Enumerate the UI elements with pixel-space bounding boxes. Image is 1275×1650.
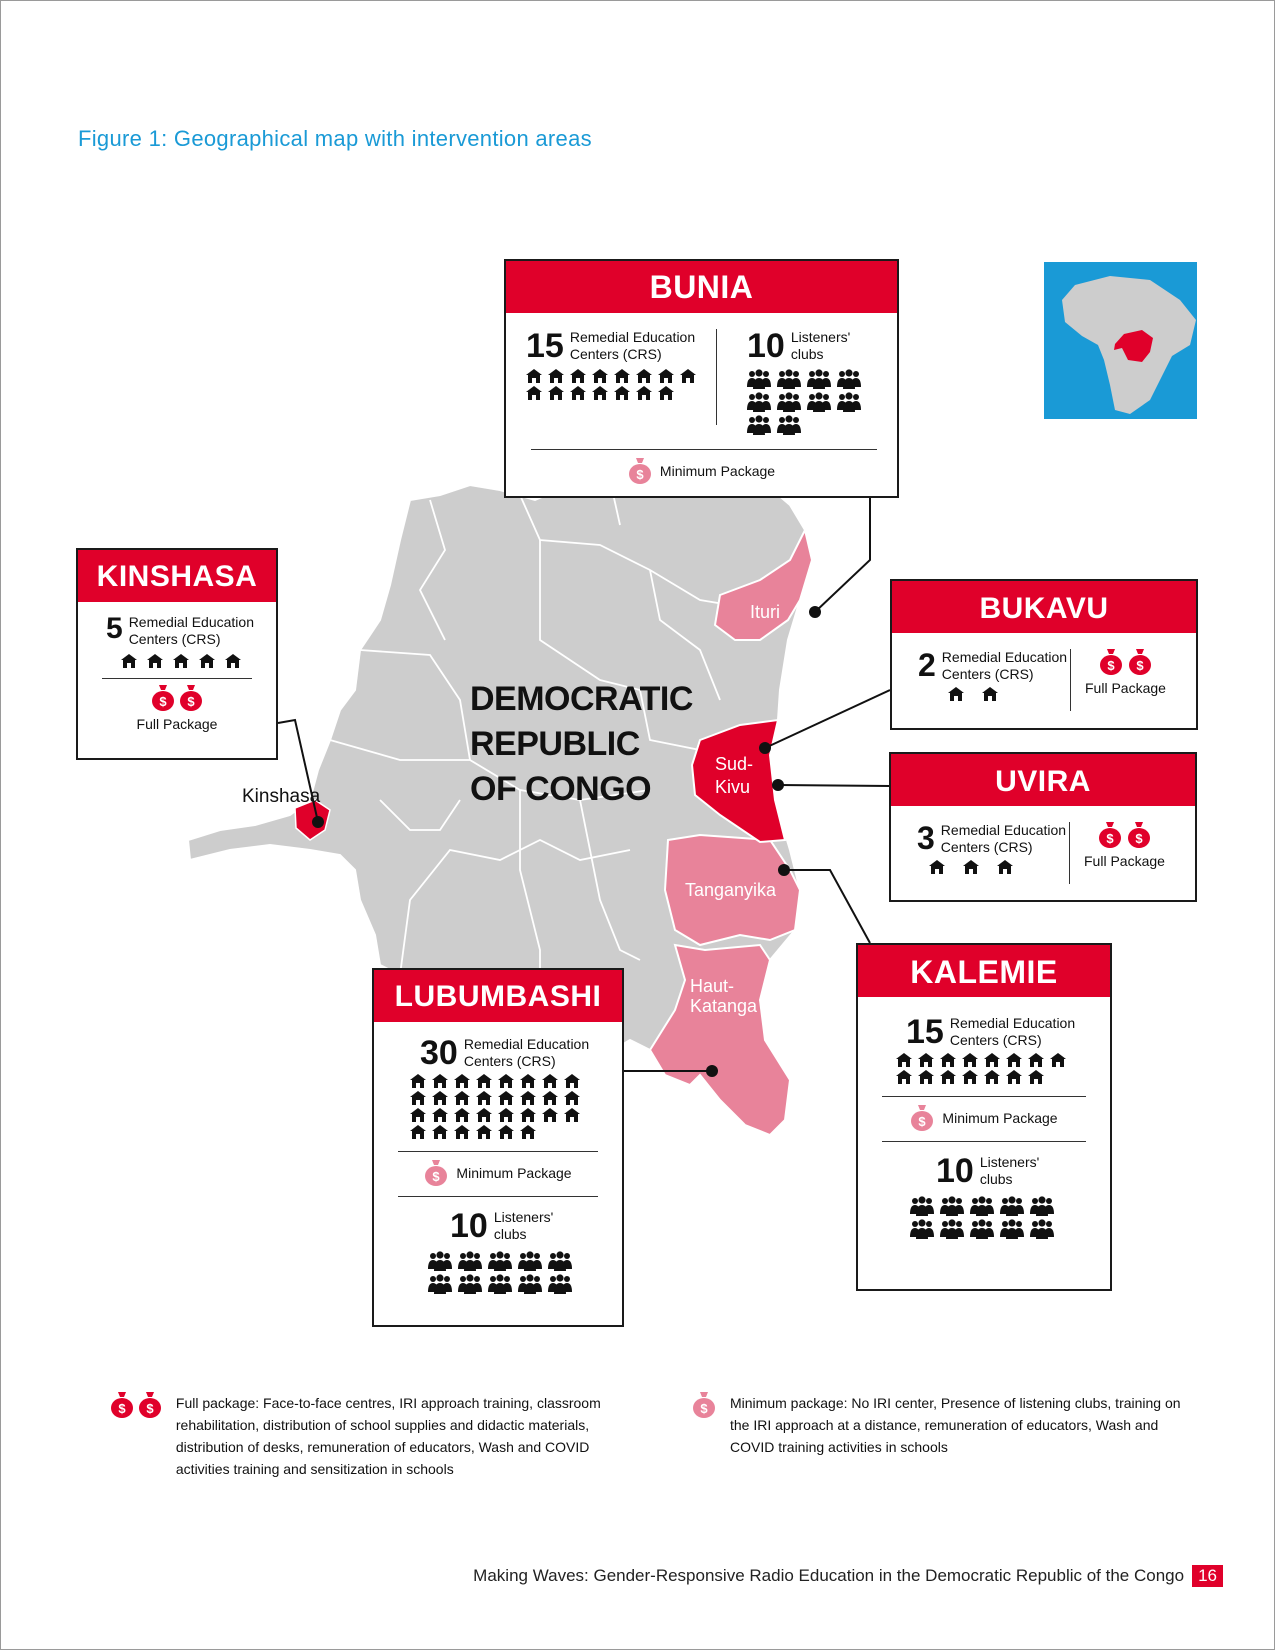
ituri-label: Ituri: [750, 602, 781, 622]
kinshasa-title: KINSHASA: [78, 550, 276, 602]
kalemie-title: KALEMIE: [858, 945, 1110, 997]
group-icon: [777, 392, 801, 412]
school-icon: [454, 1074, 470, 1088]
lubumbashi-school-icons: [374, 1070, 605, 1139]
money-bag-icon: [424, 1160, 448, 1186]
sud-kivu-label-2: Kivu: [715, 777, 751, 797]
uvira-box: [889, 752, 1197, 902]
bunia-centers-label-1: Remedial Education: [569, 329, 696, 345]
school-icon: [680, 369, 696, 383]
school-icon: [454, 1125, 470, 1139]
school-icon: [410, 1091, 426, 1105]
bunia-school-icons: [526, 369, 704, 400]
money-bag-icon: [628, 458, 652, 484]
school-icon: [410, 1108, 426, 1122]
figure-title: Figure 1: Geographical map with intervention areas: [78, 126, 592, 151]
money-bag-icon: [1128, 649, 1152, 675]
bukavu-package: Full Package: [1085, 680, 1166, 696]
sud-kivu-label-1: Sud-: [715, 754, 754, 774]
group-icon: [458, 1274, 482, 1294]
school-icon: [984, 1053, 1000, 1067]
school-icon: [432, 1091, 448, 1105]
school-icon: [476, 1091, 492, 1105]
congo-label: CONGO: [298, 633, 365, 652]
school-icon: [1028, 1053, 1044, 1067]
group-icon: [548, 1274, 572, 1294]
lubumbashi-centers-label-2: Centers (CRS): [463, 1053, 556, 1069]
school-icon: [1050, 1053, 1066, 1067]
group-icon: [548, 1251, 572, 1271]
school-icon: [948, 687, 964, 701]
school-icon: [982, 687, 998, 701]
kinshasa-centers-label-1: Remedial Education: [128, 614, 254, 630]
kinshasa-city-label: Kinshasa: [242, 786, 321, 807]
group-icon: [428, 1274, 452, 1294]
school-icon: [526, 386, 542, 400]
legend-full-text: Full package: Face-to-face centres, IRI approach training, classroom rehabilitation, distribution of school supplies and didactic materials, distribution of desks, remuneration of educators, Wash and COVID activities training and sensitization in schools: [175, 1395, 601, 1477]
money-bag-icon: [1098, 822, 1122, 848]
school-icon: [476, 1125, 492, 1139]
money-bag-icon: [179, 685, 203, 711]
kalemie-centers-label-2: Centers (CRS): [949, 1032, 1042, 1048]
school-icon: [225, 654, 241, 668]
school-icon: [410, 1074, 426, 1088]
footer-text: Making Waves: Gender-Responsive Radio Education in the Democratic Republic of the Congo: [473, 1566, 1185, 1585]
kalemie-clubs-label-1: Listeners': [979, 1154, 1040, 1170]
money-bag-icon: [910, 1105, 934, 1131]
school-icon: [432, 1108, 448, 1122]
school-icon: [940, 1053, 956, 1067]
lubumbashi-title: LUBUMBASHI: [374, 970, 622, 1022]
school-icon: [147, 654, 163, 668]
group-icon: [488, 1274, 512, 1294]
bunia-centers-count: 15: [526, 327, 564, 365]
money-bag-icon: [1099, 649, 1123, 675]
group-icon: [458, 1251, 482, 1271]
group-icon: [1030, 1219, 1054, 1239]
group-icon: [488, 1251, 512, 1271]
school-icon: [542, 1091, 558, 1105]
school-icon: [542, 1108, 558, 1122]
school-icon: [498, 1074, 514, 1088]
school-icon: [454, 1091, 470, 1105]
money-bag-icon: [138, 1392, 162, 1418]
school-icon: [592, 369, 608, 383]
bukavu-title: BUKAVU: [892, 581, 1196, 633]
school-icon: [962, 1070, 978, 1084]
bunia-title: BUNIA: [506, 261, 897, 313]
lubumbashi-group-icons: [374, 1243, 578, 1294]
school-icon: [963, 860, 979, 874]
school-icon: [520, 1074, 536, 1088]
school-icon: [614, 369, 630, 383]
school-icon: [940, 1070, 956, 1084]
africa-inset-map: [1044, 262, 1197, 419]
school-icon: [548, 369, 564, 383]
lubumbashi-box: [372, 968, 624, 1327]
school-icon: [564, 1074, 580, 1088]
money-bag-icon: [151, 685, 175, 711]
group-icon: [777, 369, 801, 389]
tanganyika-label: Tanganyika: [685, 880, 777, 900]
school-icon: [520, 1108, 536, 1122]
group-icon: [747, 415, 771, 435]
group-icon: [518, 1274, 542, 1294]
lubumbashi-clubs-count: 10: [450, 1207, 488, 1245]
school-icon: [432, 1125, 448, 1139]
kalemie-clubs-label-2: clubs: [979, 1171, 1013, 1187]
school-icon: [498, 1108, 514, 1122]
group-icon: [518, 1251, 542, 1271]
group-icon: [837, 369, 861, 389]
group-icon: [940, 1219, 964, 1239]
kalemie-package: Minimum Package: [942, 1110, 1058, 1126]
school-icon: [564, 1108, 580, 1122]
bunia-centers-label-2: Centers (CRS): [569, 346, 662, 362]
group-icon: [807, 392, 831, 412]
group-icon: [837, 392, 861, 412]
uvira-centers-label-2: Centers (CRS): [940, 839, 1033, 855]
lubumbashi-centers-count: 30: [420, 1034, 458, 1072]
school-icon: [476, 1108, 492, 1122]
group-icon: [970, 1196, 994, 1216]
group-icon: [910, 1219, 934, 1239]
group-icon: [428, 1251, 452, 1271]
money-bag-icon: [110, 1392, 134, 1418]
legend-full-package: [110, 1392, 620, 1480]
lubumbashi-centers-label-1: Remedial Education: [463, 1036, 590, 1052]
haut-katanga-label-2: Katanga: [690, 996, 758, 1016]
kalemie-box: [856, 943, 1112, 1291]
uvira-school-icons: [917, 860, 1069, 874]
bukavu-centers-label-2: Centers (CRS): [941, 666, 1034, 682]
kalemie-centers-count: 15: [906, 1013, 944, 1051]
school-icon: [1006, 1053, 1022, 1067]
school-icon: [570, 369, 586, 383]
bunia-package: Minimum Package: [659, 463, 776, 479]
uganda-label: UGANDA: [888, 537, 966, 556]
school-icon: [121, 654, 137, 668]
group-icon: [807, 369, 831, 389]
school-icon: [918, 1053, 934, 1067]
school-icon: [173, 654, 189, 668]
bunia-clubs-label-2: clubs: [790, 346, 824, 362]
bunia-group-icons: [747, 369, 877, 435]
uvira-package: Full Package: [1084, 853, 1165, 869]
school-icon: [432, 1074, 448, 1088]
angola-label: ANGOLA: [226, 923, 303, 942]
group-icon: [970, 1219, 994, 1239]
group-icon: [777, 415, 801, 435]
kalemie-group-icons: [858, 1188, 1060, 1239]
kalemie-school-icons: [858, 1049, 1096, 1084]
kinshasa-package: Full Package: [136, 716, 218, 732]
school-icon: [997, 860, 1013, 874]
school-icon: [896, 1053, 912, 1067]
bukavu-box: [890, 579, 1198, 730]
kalemie-centers-label-1: Remedial Education: [949, 1015, 1076, 1031]
bukavu-centers-label-1: Remedial Education: [941, 649, 1068, 665]
bukavu-centers-count: 2: [918, 647, 936, 683]
bunia-clubs-label-1: Listeners': [790, 329, 851, 345]
group-icon: [940, 1196, 964, 1216]
money-bag-icon: [692, 1392, 716, 1418]
school-icon: [548, 386, 564, 400]
school-icon: [896, 1070, 912, 1084]
kinshasa-centers-count: 5: [106, 612, 123, 645]
school-icon: [498, 1091, 514, 1105]
school-icon: [199, 654, 215, 668]
page-number: 16: [1192, 1565, 1223, 1587]
school-icon: [476, 1074, 492, 1088]
group-icon: [747, 392, 771, 412]
school-icon: [1006, 1070, 1022, 1084]
school-icon: [929, 860, 945, 874]
school-icon: [570, 386, 586, 400]
uvira-title: UVIRA: [891, 754, 1195, 806]
group-icon: [910, 1196, 934, 1216]
school-icon: [520, 1125, 536, 1139]
school-icon: [984, 1070, 1000, 1084]
kalemie-clubs-count: 10: [936, 1152, 974, 1190]
school-icon: [592, 386, 608, 400]
footer: [473, 1565, 1223, 1587]
legend-minimum-package: [692, 1392, 1182, 1458]
school-icon: [520, 1091, 536, 1105]
legend-minimum-text: Minimum package: No IRI center, Presence of listening clubs, training on the IRI approach at a distance, remuneration of educators, Wash and COVID training activities in schools: [730, 1395, 1181, 1455]
school-icon: [454, 1108, 470, 1122]
drc-name-line-3: OF CONGO: [470, 770, 652, 808]
kinshasa-centers-label-2: Centers (CRS): [128, 631, 221, 647]
group-icon: [1030, 1196, 1054, 1216]
school-icon: [498, 1125, 514, 1139]
school-icon: [410, 1125, 426, 1139]
group-icon: [1000, 1219, 1024, 1239]
bunia-clubs-count: 10: [747, 327, 785, 365]
school-icon: [564, 1091, 580, 1105]
kinshasa-school-icons: [106, 654, 266, 668]
zambia-label: ZAMBIA: [660, 1145, 730, 1164]
bukavu-school-icons: [918, 687, 1070, 701]
school-icon: [658, 386, 674, 400]
lubumbashi-clubs-label-2: clubs: [493, 1226, 527, 1242]
kinshasa-box: [76, 548, 278, 760]
lubumbashi-clubs-label-1: Listeners': [493, 1209, 554, 1225]
school-icon: [542, 1074, 558, 1088]
drc-name-line-2: REPUBLIC: [470, 725, 640, 763]
money-bag-icon: [1127, 822, 1151, 848]
school-icon: [1028, 1070, 1044, 1084]
school-icon: [962, 1053, 978, 1067]
school-icon: [526, 369, 542, 383]
school-icon: [636, 369, 652, 383]
school-icon: [918, 1070, 934, 1084]
haut-katanga-label-1: Haut-: [690, 976, 735, 996]
school-icon: [658, 369, 674, 383]
school-icon: [614, 386, 630, 400]
group-icon: [747, 369, 771, 389]
bunia-box: [504, 259, 899, 498]
group-icon: [1000, 1196, 1024, 1216]
uvira-centers-count: 3: [917, 820, 935, 856]
uvira-centers-label-1: Remedial Education: [940, 822, 1067, 838]
drc-name-line-1: DEMOCRATIC: [470, 680, 693, 718]
school-icon: [636, 386, 652, 400]
lubumbashi-package: Minimum Package: [456, 1165, 572, 1181]
